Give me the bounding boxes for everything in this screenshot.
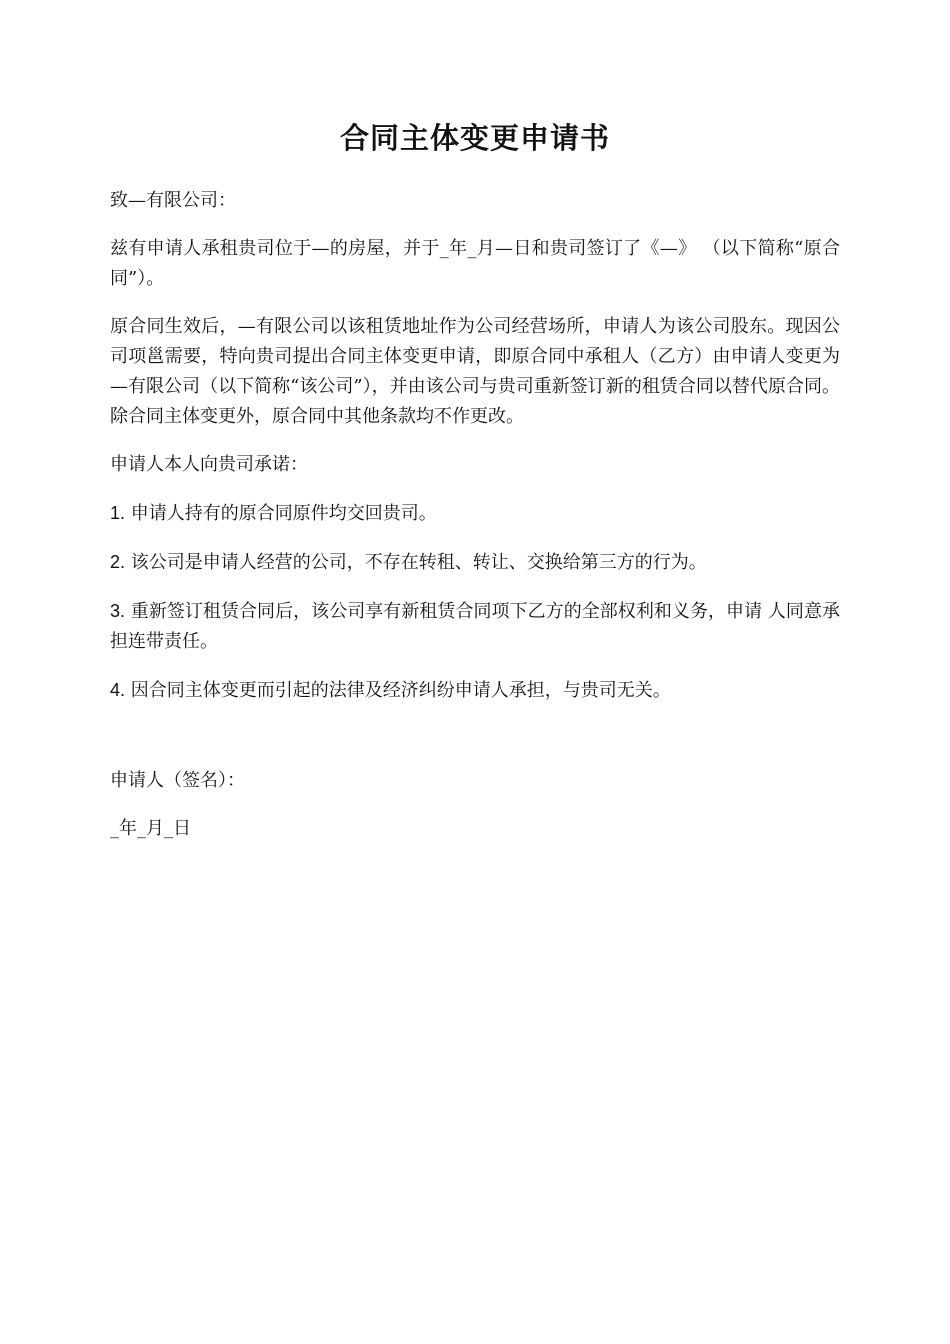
paragraph-lease-info: 兹有申请人承租贵司位于—的房屋，并于_年_月—日和贵司签订了《—》 （以下简称“原合同”）。: [110, 238, 840, 289]
commitment-item-4: [110, 675, 840, 706]
date-line: _年_月_日: [110, 818, 191, 839]
commitment-text: 重新签订租赁合同后，该公司享有新租赁合同项下乙方的全部权利和义务，申请 人同意承担连带责任。: [110, 601, 840, 652]
signature-label: 申请人（签名）：: [110, 770, 245, 791]
salutation: 致—有限公司：: [110, 190, 236, 211]
commitment-item-2: [110, 547, 840, 578]
commitment-item-1: [110, 498, 840, 529]
document-title: 合同主体变更申请书: [339, 121, 610, 155]
document-body: [110, 186, 840, 862]
commitment-number: 4.: [110, 680, 126, 700]
commitment-number: 2.: [110, 552, 126, 572]
section-gap: [110, 724, 840, 766]
paragraph-change-request: 原合同生效后，—有限公司以该租赁地址作为公司经营场所，申请人为该公司股东。现因公司项邕需要，特向贵司提出合同主体变更申请，即原合同中承租人（乙方）由申请人变更为—有限公司（以下简称“该公司”），并由该公司与贵司重新签订新的租赁合同以替代原合同。除合同主体变更外，原合同中其他条款均不作更改。: [110, 316, 840, 427]
commitment-text: 因合同主体变更而引起的法律及经济纠纷申请人承担，与贵司无关。: [125, 680, 671, 701]
commitment-number: 3.: [110, 601, 126, 621]
commitment-intro: 申请人本人向贵司承诺：: [110, 454, 308, 475]
commitment-item-3: [110, 596, 840, 657]
commitment-text: 该公司是申请人经营的公司，不存在转租、转让、交换给第三方的行为。: [125, 552, 707, 573]
commitment-number: 1.: [110, 503, 126, 523]
commitment-text: 申请人持有的原合同原件均交回贵司。: [125, 503, 437, 524]
